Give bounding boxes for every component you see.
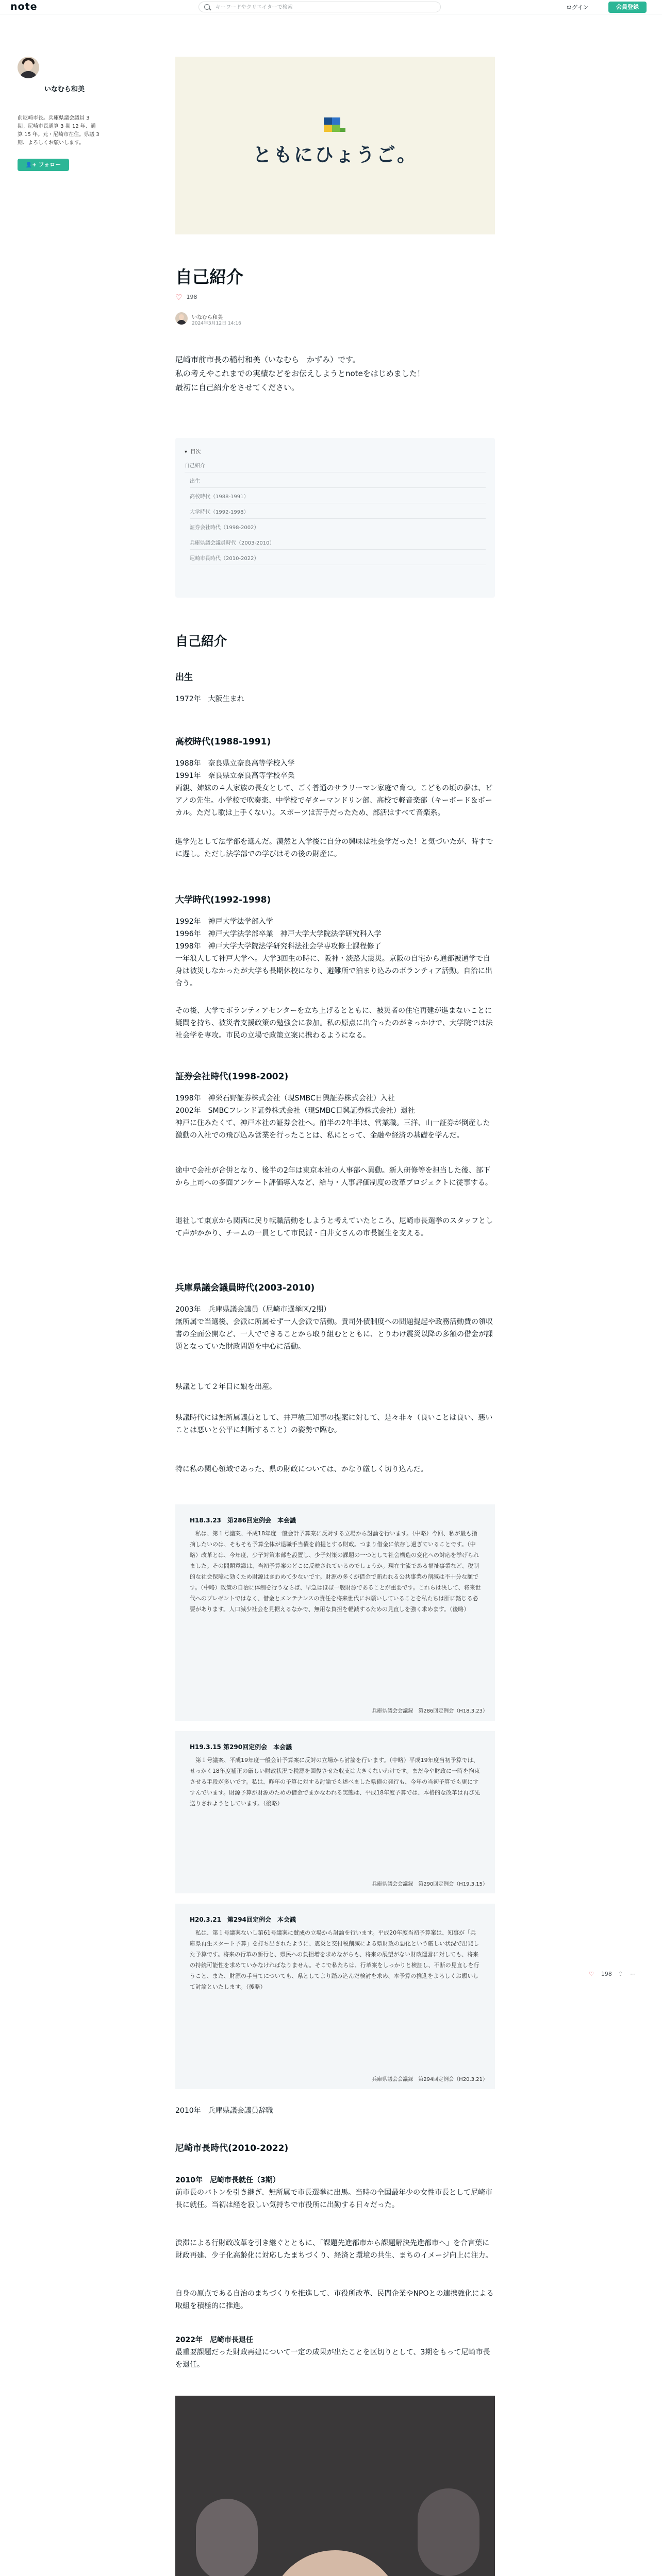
body-text: 前市長のバトンを引き継ぎ、無所属で市長選挙に出馬。当時の全国最年少の女性市長として尼崎市長に就任。当初は経を寂しい気持ちで市役所に出勤する日々だった。 (175, 2189, 493, 2209)
body-text: 1972年 大阪生まれ (175, 695, 244, 703)
body-text: 最重要課題だった財政再建について一定の成果が出たことを区切りとして、3期をもって尼崎市長を退任。 (175, 2348, 490, 2369)
quote-body: 私は、第１号議案ないし第61号議案に賛成の立場から討論を行います。平成20年度当初予算案は、知事が「兵庫県再生スタート予算」を打ち出されたように、震災と交付税削減による県財政の悪化という厳しい状況で出発した予算です。将来の行革の断行と、県民への負担増を求めながらも、将来の展望がない財政運営に対しても、将来の持続可能性を求めていかなければなりません。そこで私たちは、行革案をしっかりと検証し、不断の見直しを行うこと、また、財源の手当てについても、県としてより踏み込んだ検討を求め、本予算の推進をよろしくお願いして討論といたします。（後略） (190, 1929, 479, 1990)
body-text: 2003年 兵庫県議会議員（尼崎市選挙区/2期） (175, 1306, 331, 1314)
like-row[interactable] (175, 293, 197, 303)
body-text: 進学先として法学部を選んだ。漠然と入学後に自分の興味は社会学だった！と気づいたが、時すでに遅し。ただし法学部での学びはその後の財産に。 (175, 838, 493, 858)
subsection-heading: 大学時代(1992-1998) (175, 895, 271, 905)
section-heading: 自己紹介 (175, 634, 227, 649)
quote-source: 兵庫県議会会議録 第286回定例会（H18.3.23） (372, 1708, 488, 1714)
hero-title: ともにひょうご。 (253, 144, 418, 166)
body-text: 2010年 兵庫県議会議員辞職 (175, 2107, 273, 2115)
quote-box (175, 1504, 495, 1721)
quote-body: 私は、第１号議案、平成18年度一般会計予算案に反対する立場から討論を行います。（中略）今回、私が最も指摘したいのは、そもそも予算全体が退職手当債を前提とする財政。つまり借金に依存し過ぎていることです。（中略）改革とは、今年度、少子対策本部を設置し、少子対策の課題の一つとして社会構造の変化への対応を挙げられました。その問題意識は、当初予算案のどこに反映されているのでしょうか。現在主流である福祉事業など、税制的な社会保障に効くため財源はきわめて少ないです。財源の多くが借金で賄われる公共事業の削減は不十分な額です。（中略）政策の自治に体制を行うならば、早急はほぼ一般財源であることが重要です。これらは決して、将来世代へのプレゼントではなく、借金とメンテナンスの責任を将来世代にお願いしていることを私たちは肝に銘じる必要があります。人口減少社会を見据えるなかで、無用な負担を軽減するための見直しを強く求めます。（後略） (190, 1530, 481, 1613)
quote-source: 兵庫県議会会議録 第290回定例会（H19.3.15） (372, 1882, 488, 1887)
quote-title: H18.3.23 第286回定例会 本会議 (190, 1517, 296, 1524)
toc-item[interactable]: 出生 (190, 476, 486, 488)
login-link[interactable]: ログイン (566, 4, 589, 11)
subsection-heading: 兵庫県議会議員時代(2003-2010) (175, 1283, 315, 1293)
subsection-heading: 証券会社時代(1998-2002) (175, 1072, 289, 1082)
byline-date: 2024年3月12日 14:16 (192, 321, 241, 326)
body-text: 無所属で当選後、会派に所属せず一人会派で活動。貴司外債制度への問題提起や政務活動費の領収書の全面公開など、一人でできることから取り組むとともに、とりわけ震災以降の多額の借金が課題となっていた財政問題を中心に活動。 (175, 1318, 493, 1351)
byline-name[interactable]: いなむら和美 (192, 315, 223, 320)
intro-line-2: 私の考えやこれまでの実績などをお伝えしようとnoteをはじめました！ (175, 369, 425, 378)
author-bio: 前尼崎市長。兵庫県議会議員 3 期。尼崎市長通算 3 期 12 年、通算 15 年。元・尼崎市在住。県議 3 期、よろしくお願いします。 (18, 115, 100, 146)
search-box[interactable] (198, 2, 441, 12)
share-icon[interactable]: ⇪ (618, 1971, 623, 1977)
toc-item[interactable]: 兵庫県議会議員時代（2003-2010） (190, 538, 486, 550)
mayor-photo (175, 2396, 495, 2576)
toc-item[interactable]: 高校時代（1988-1991） (190, 492, 486, 503)
body-text: 県議時代には無所属議員として、井戸敏三知事の提案に対して、是々非々（良いことは良い、悪いことは悪いと公平に判断すること）の姿勢で臨む。 (175, 1414, 493, 1434)
byline-avatar[interactable] (175, 312, 188, 325)
author-name[interactable]: いなむら和美 (44, 86, 85, 93)
subsection-heading: 出生 (175, 672, 193, 683)
like-count: 198 (186, 294, 197, 300)
body-text: 1992年 神戸大学法学部入学 (175, 918, 273, 926)
intro-line-1: 尼崎市前市長の稲村和美（いなむら かずみ）です。 (175, 355, 360, 364)
body-text: 退社して東京から関西に戻り転職活動をしようと考えていたところ、尼崎市長選挙のスタッフとして声がかかり、チームの一員として市民派・白井文さんの市長誕生を支える。 (175, 1217, 493, 1238)
body-text: 2010年 尼崎市長就任（3期） (175, 2176, 280, 2184)
toc-item[interactable]: 自己紹介 (185, 461, 486, 472)
body-text: 一年浪人して神戸大学へ。大学3回生の時に、阪神・淡路大震災。京阪の自宅から通部被通学で自身は被災しなかったが大学も長期休校になり、避難所で泊まり込みのボランティア活動。自治に出合う。 (175, 955, 492, 988)
body-text: 1998年 神栄石野証券株式会社（現SMBC日興証券株式会社）入社 (175, 1094, 395, 1103)
body-text: 1996年 神戸大学法学部卒業 神戸大学大学院法学研究科入学 (175, 930, 382, 938)
body-text: 1991年 奈良県立奈良高等学校卒業 (175, 772, 295, 780)
body-text: 2022年 尼崎市長退任 (175, 2336, 253, 2344)
table-of-contents (175, 438, 495, 598)
search-icon (204, 4, 210, 10)
floating-heart-icon[interactable]: ♡ (589, 1971, 594, 1977)
quote-title: H20.3.21 第294回定例会 本会議 (190, 1916, 296, 1923)
body-text: 途中で会社が合併となり、後半の2年は東京本社の人事部へ異動。新人研修等を担当した後、部下から上司への多面アンケート評価導入など、給与・人事評価制度の改革プロジェクトに従事する。 (175, 1166, 492, 1187)
toc-item[interactable]: 尼崎市長時代（2010-2022） (190, 553, 486, 565)
quote-title: H19.3.15 第290回定例会 本会議 (190, 1743, 292, 1751)
article-title: 自己紹介 (175, 267, 243, 287)
follow-button[interactable]: 👤+ フォロー (18, 159, 69, 171)
hero-image (175, 57, 495, 234)
body-text: その後、大学でボランティアセンターを立ち上げるとともに、被災者の住宅再建が進まないことに疑問を持ち、被災者支援政策の勉強会に参加。私の原点に出合ったのがきっかけで、大学院では法社会学を専攻。市民の立場で政策立案に携わるようになる。 (175, 1007, 493, 1040)
quote-body: 第１号議案、平成19年度一般会計予算案に反対の立場から討論を行います。（中略）平成19年度当初予算では、せっかく18年度補正の厳しい財政状況で税源を回復させた収支は大きくないわけです。まだ今や財政に一時を拘束させる手段が多いです。私は、昨年の予算に対する討論でも述べました県債の発行も、今年の当初予算でも更にすすんでいます。財源予算が財源のための借金でまかなわれる実態は、平成18年度予算では、本格的な改革は再び先送りされようとしています。（後略） (190, 1757, 481, 1807)
body-text: 両親、姉妹の４人家族の長女として、ごく普通のサラリーマン家庭で育つ。こどもの頃の夢は、ピアノの先生。小学校で吹奏楽、中学校でギターマンドリン部、高校で軽音楽部（キーボード＆ボーカル。ただし歌は上手くない）。スポーツは苦手だったため、部活はすべて音楽系。 (175, 784, 493, 817)
more-icon[interactable]: ⋯ (630, 1971, 636, 1977)
body-text: 渋滞による行財政改革を引き継ぐとともに、「課題先進都市から課題解決先進都市へ」を合言葉に財政再建、少子化高齢化に対応したまちづくり、経済と環境の共生、まちのイメージ向上に注力。 (175, 2239, 493, 2260)
subsection-heading: 尼崎市長時代(2010-2022) (175, 2143, 289, 2154)
toc-heading[interactable]: ▾ 目次 (185, 449, 201, 455)
quote-box (175, 1904, 495, 2089)
quote-box (175, 1731, 495, 1893)
user-plus-icon: 👤+ (25, 162, 37, 168)
toc-item[interactable]: 証券会社時代（1998-2002） (190, 522, 486, 534)
note-logo[interactable]: note (10, 1, 38, 12)
floating-actions (589, 1971, 643, 1981)
body-text: 1988年 奈良県立奈良高等学校入学 (175, 759, 295, 768)
quote-source: 兵庫県議会会議録 第294回定例会（H20.3.21） (372, 2077, 488, 2082)
heart-icon[interactable]: ♡ (175, 293, 183, 302)
body-text: 1998年 神戸大学大学院法学研究科法社会学専攻修士課程修了 (175, 942, 382, 951)
register-button[interactable]: 会員登録 (608, 2, 647, 13)
body-text: 特に私の関心領域であった、県の財政については、かなり厳しく切り込んだ。 (175, 1465, 428, 1473)
intro-line-3: 最初に自己紹介をさせてください。 (175, 383, 300, 392)
logo-blocks-icon (317, 117, 349, 138)
body-text: 2002年 SMBCフレンド証券株式会社（現SMBC日興証券株式会社）退社 (175, 1107, 415, 1115)
subsection-heading: 高校時代(1988-1991) (175, 737, 271, 747)
search-input[interactable] (214, 3, 433, 12)
toc-item[interactable]: 大学時代（1992-1998） (190, 507, 486, 519)
author-avatar[interactable] (18, 57, 39, 78)
floating-like-count: 198 (601, 1971, 612, 1977)
site-header (0, 0, 662, 14)
body-text: 神戸に住みたくて、神戸本社の証券会社へ。前半の2年半は、営業職。三洋、山一証券が倒産した激動の入社での飛び込み営業を行ったことは、私にとって、金融や経済の基礎を学んだ。 (175, 1119, 490, 1140)
body-text: 自身の原点である自治のまちづくりを推進して、市役所改革、民間企業やNPOとの連携強化による取組を積極的に推進。 (175, 2290, 494, 2310)
body-text: 県議として２年目に娘を出産。 (175, 1383, 276, 1391)
